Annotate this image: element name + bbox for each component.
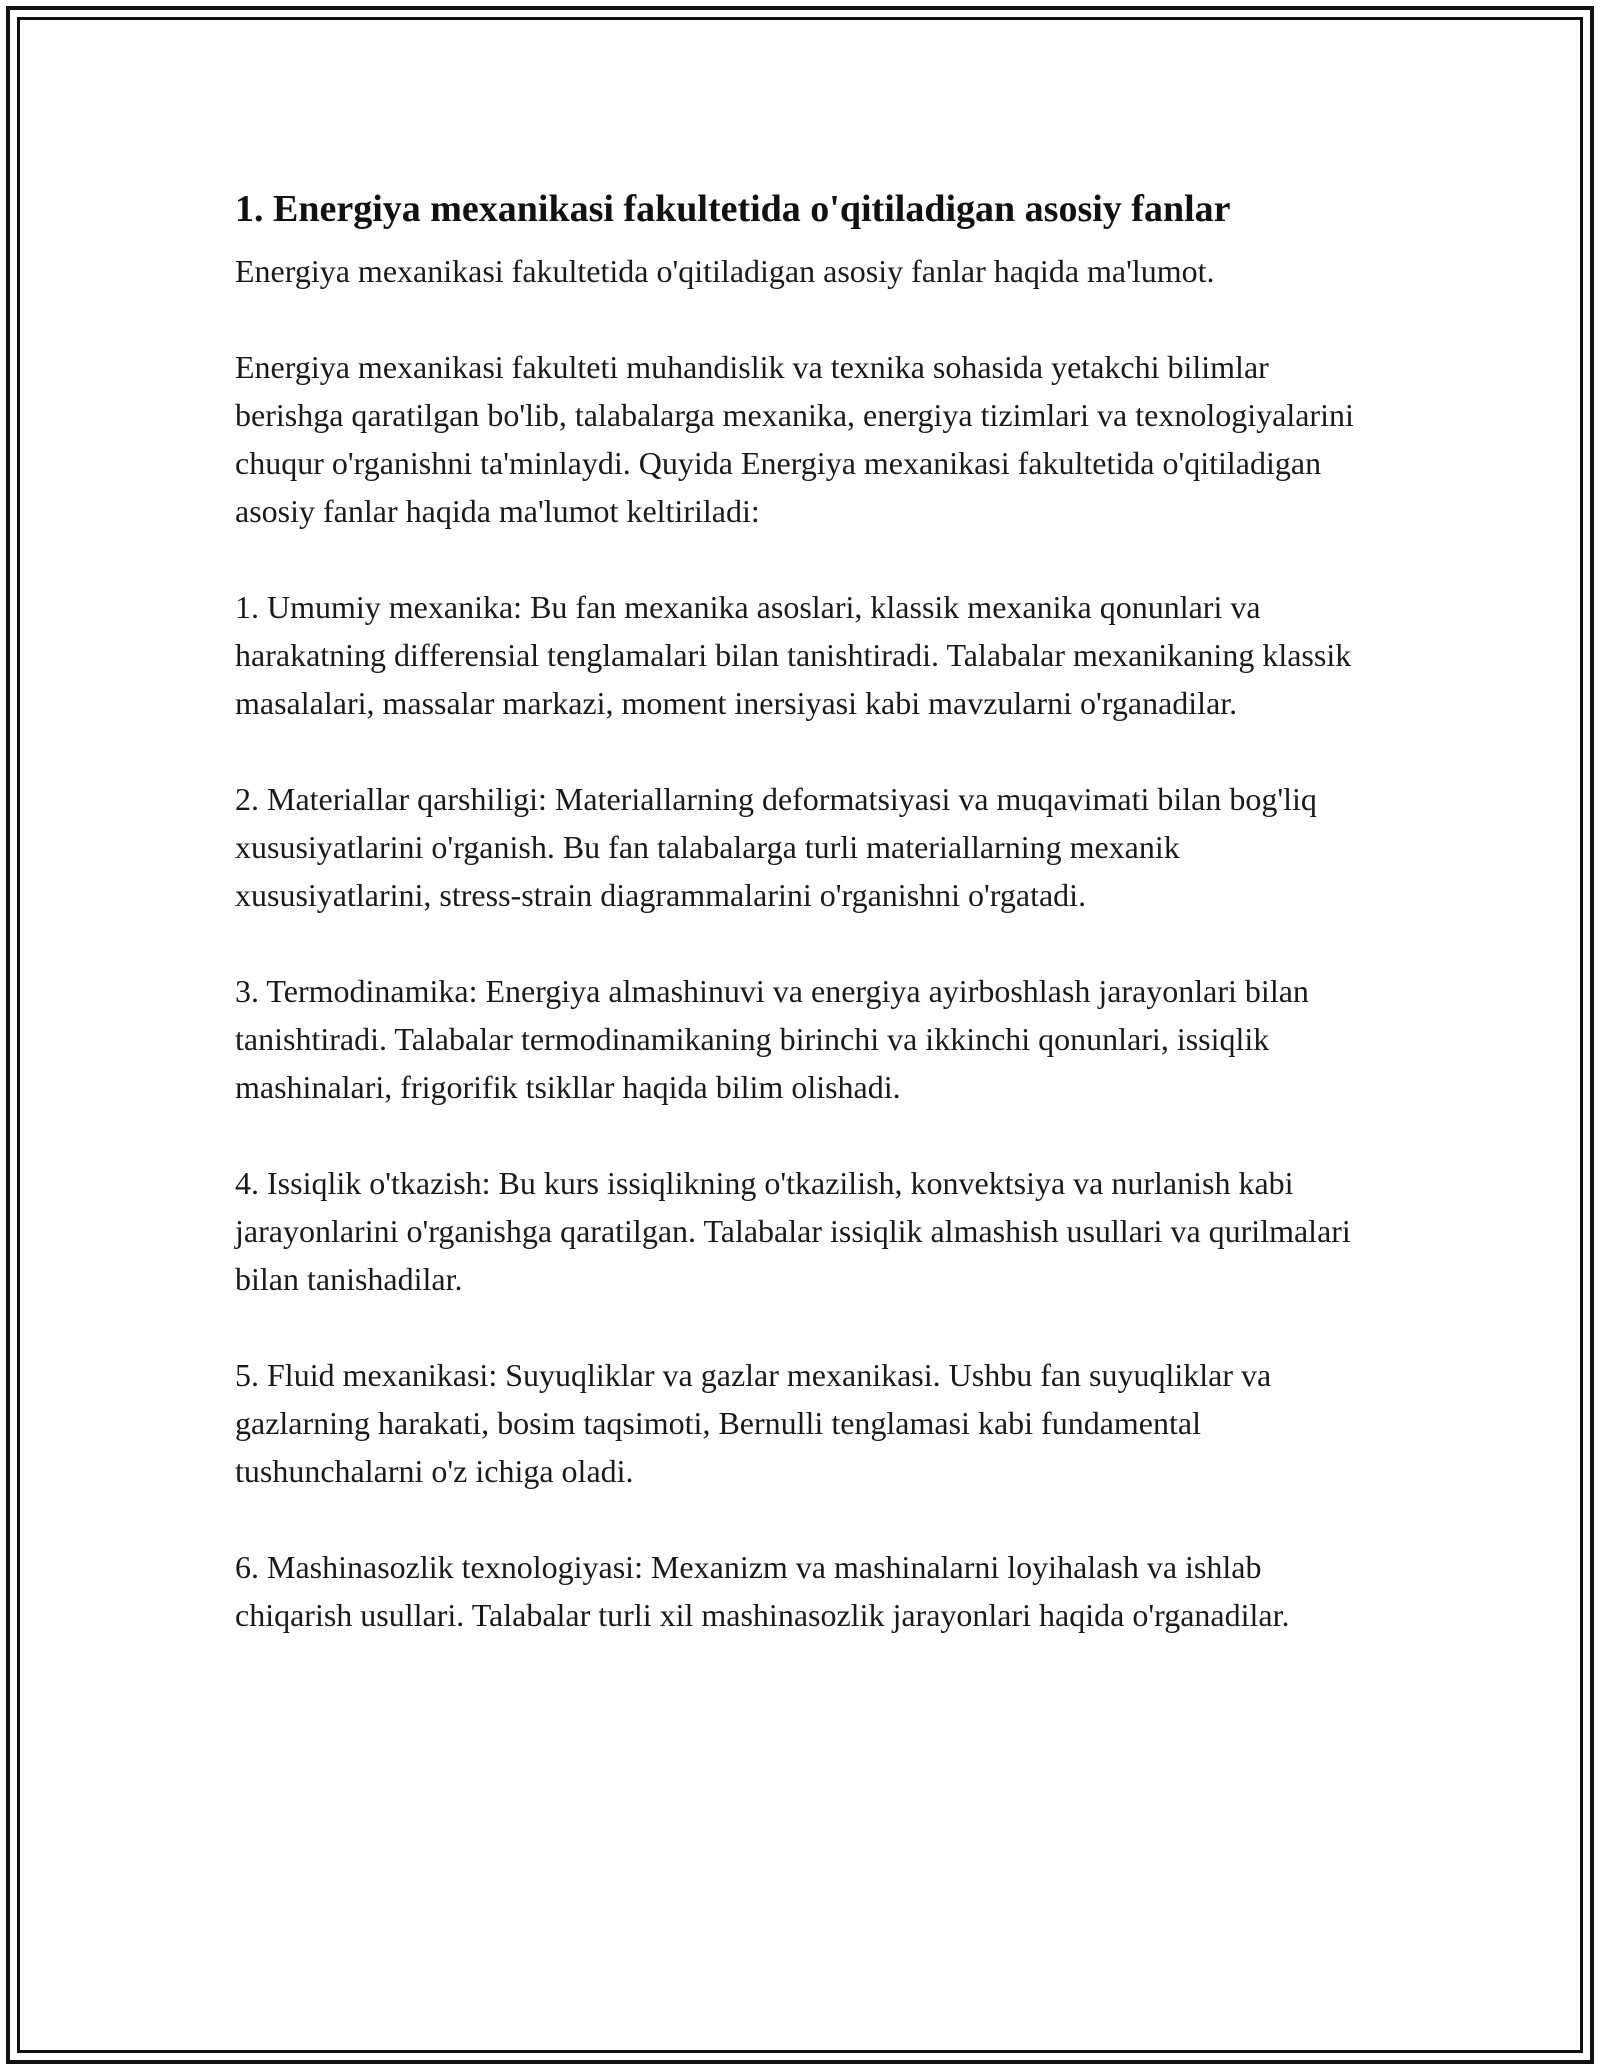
subject-fluid-mechanics: 5. Fluid mexanikasi: Suyuqliklar va gazlar mexanikasi. Ushbu fan suyuqliklar va gazlarning harakati, bosim taqsimoti, Bernulli tenglamasi kabi fundamental tushunchalarni o'z ichiga oladi. [235,1357,1272,1489]
overview-paragraph: Energiya mexanikasi fakulteti muhandislik va texnika sohasida yetakchi bilimlar berishga qaratilgan bo'lib, talabalarga mexanika, energiya tizimlari va texnologiyalarini chuqur o'rganishni ta'minlaydi. Quyida Energiya mexanikasi fakultetida o'qitiladigan asosiy fanlar haqida ma'lumot keltiriladi: [235,349,1354,529]
document-body [235,185,1375,1687]
subject-general-mechanics: 1. Umumiy mexanika: Bu fan mexanika asoslari, klassik mexanika qonunlari va harakatning differensial tenglamalari bilan tanishtiradi. Talabalar mexanikaning klassik masalalari, massalar markazi, moment inersiyasi kabi mavzularni o'rganadilar. [235,589,1352,721]
subject-strength-of-materials: 2. Materiallar qarshiligi: Materiallarning deformatsiyasi va muqavimati bilan bog'liq xususiyatlarini o'rganish. Bu fan talabalarga turli materiallarning mexanik xususiyatlarini, stress-strain diagrammalarini o'rganishni o'rgatadi. [235,781,1317,913]
subject-thermodynamics: 3. Termodinamika: Energiya almashinuvi va energiya ayirboshlash jarayonlari bilan tanishtiradi. Talabalar termodinamikaning birinchi va ikkinchi qonunlari, issiqlik mashinalari, frigorifik tsikllar haqida bilim olishadi. [235,973,1309,1105]
subject-heat-transfer: 4. Issiqlik o'tkazish: Bu kurs issiqlikning o'tkazilish, konvektsiya va nurlanish kabi jarayonlarini o'rganishga qaratilgan. Talabalar issiqlik almashish usullari va qurilmalari bilan tanishadilar. [235,1165,1351,1297]
document-title: 1. Energiya mexanikasi fakultetida o'qitiladigan asosiy fanlar [235,188,1231,230]
intro-paragraph: Energiya mexanikasi fakultetida o'qitiladigan asosiy fanlar haqida ma'lumot. [235,253,1215,289]
subject-machine-building-technology: 6. Mashinasozlik texnologiyasi: Mexanizm va mashinalarni loyihalash va ishlab chiqarish usullari. Talabalar turli xil mashinasozlik jarayonlari haqida o'rganadilar. [235,1549,1290,1633]
